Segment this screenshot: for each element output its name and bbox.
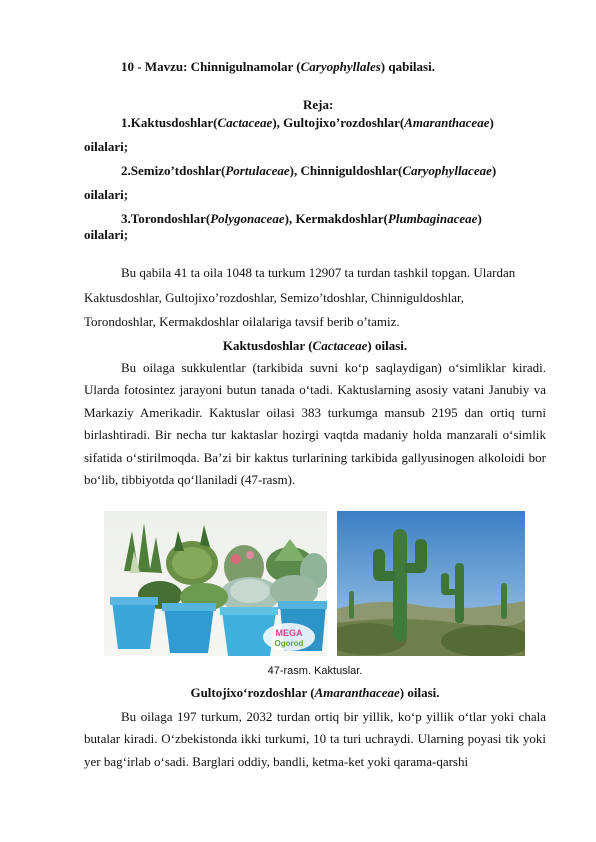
plan-latin: Polygonaceae bbox=[210, 211, 285, 226]
section-heading-text: Kaktusdoshlar ( bbox=[222, 338, 313, 353]
plan-item-3 bbox=[121, 211, 482, 227]
section-heading-latin: Amaranthaceae bbox=[314, 685, 400, 700]
section-heading-end: ) oilasi. bbox=[367, 338, 408, 353]
plan-item-2 bbox=[121, 163, 496, 179]
intro-line: Kaktusdoshlar, Gultojixo’rozdoshlar, Semizo’tdoshlar, Chinniguldoshlar, bbox=[84, 290, 465, 305]
plan-item-3-tail: oilalari; bbox=[84, 227, 129, 242]
paragraph-text: Bu oilaga 197 turkum, 2032 turdan ortiq bir yillik, ko‘p yillik o‘tlar yoki chala butalar kiradi. O‘zbekistonda ikki turkumi, 10 ta turi uchraydi. Ularning poyasi tik yoki yer bag‘irlab o‘sadi. Barglari oddiy, bandli, ketma-ket yoki qarama-qarshi bbox=[84, 709, 546, 769]
plan-text: 2.Semizo’tdoshlar( bbox=[121, 163, 226, 178]
intro-line: Torondoshlar, Kermakdoshlar oilalariga tavsif berib o’tamiz. bbox=[84, 314, 400, 329]
plan-latin: Cactaceae bbox=[217, 115, 273, 130]
plan-latin: Amaranthaceae bbox=[404, 115, 490, 130]
plan-text: ) bbox=[489, 115, 494, 130]
plan-item-1 bbox=[121, 115, 494, 131]
potted-cacti-photo bbox=[104, 511, 327, 656]
plan-text: 1.Kaktusdoshlar( bbox=[121, 115, 218, 130]
paragraph-cactaceae bbox=[84, 357, 546, 491]
plan-text: ), Chinniguldoshlar( bbox=[289, 163, 403, 178]
title-text: 10 - Mavzu: Chinnigulnamolar ( bbox=[121, 59, 301, 74]
section-heading-end: ) oilasi. bbox=[399, 685, 440, 700]
intro-line: Bu qabila 41 ta oila 1048 ta turkum 12907 ta turdan tashkil topgan. Ulardan bbox=[121, 265, 516, 280]
plan-latin: Portulaceae bbox=[225, 163, 290, 178]
title-latin: Caryophyllales bbox=[300, 59, 381, 74]
plan-latin: Plumbaginaceae bbox=[387, 211, 478, 226]
section-heading-amaranthaceae bbox=[84, 685, 546, 701]
plan-text: ) bbox=[491, 163, 497, 178]
section-heading-latin: Cactaceae bbox=[312, 338, 368, 353]
plan-item-2-tail: oilalari; bbox=[84, 187, 129, 202]
paragraph-amaranthaceae bbox=[84, 706, 546, 773]
page-title bbox=[121, 59, 435, 75]
plan-latin: Caryophyllaceae bbox=[402, 163, 492, 178]
title-suffix: ) qabilasi. bbox=[380, 59, 435, 74]
watermark-mega: MEGA bbox=[275, 628, 303, 638]
plan-heading: Reja: bbox=[303, 97, 334, 112]
plan-item-1-tail: oilalari; bbox=[84, 139, 129, 154]
section-heading-cactaceae bbox=[84, 338, 546, 354]
plan-text: ), Gultojixo’rozdoshlar( bbox=[272, 115, 405, 130]
plan-text: ) bbox=[477, 211, 482, 226]
section-heading-text: Gultojixo‘rozdoshlar ( bbox=[190, 685, 315, 700]
desert-cacti-photo bbox=[337, 511, 525, 656]
paragraph-text: Bu oilaga sukkulentlar (tarkibida suvni ko‘p saqlaydigan) o‘simliklar kiradi. Ularda fotosintez jarayoni butun tanada o‘tadi. Kaktuslarning asosiy vatani Janubiy va Markaziy Amerikadir. Kaktuslar oilasi 383 turkumga mansub 2195 dan ortiq turni birlashtiradi. Bir necha tur kaktaslar hozirgi vaqtda madaniy holda manzarali o‘simlik sifatida o‘stirilmoqda. Ba’zi bir kaktus turlarining tarkibida gallyusinogen alkoloidi bor bo‘lib, tibbiyotda qo‘llaniladi (47-rasm). bbox=[84, 360, 546, 488]
figure-caption: 47-rasm. Kaktuslar. bbox=[267, 665, 363, 677]
watermark-ogorod: Ogorod bbox=[274, 639, 304, 648]
plan-text: 3.Torondoshlar( bbox=[121, 211, 211, 226]
plan-text: ), Kermakdoshlar( bbox=[284, 211, 388, 226]
